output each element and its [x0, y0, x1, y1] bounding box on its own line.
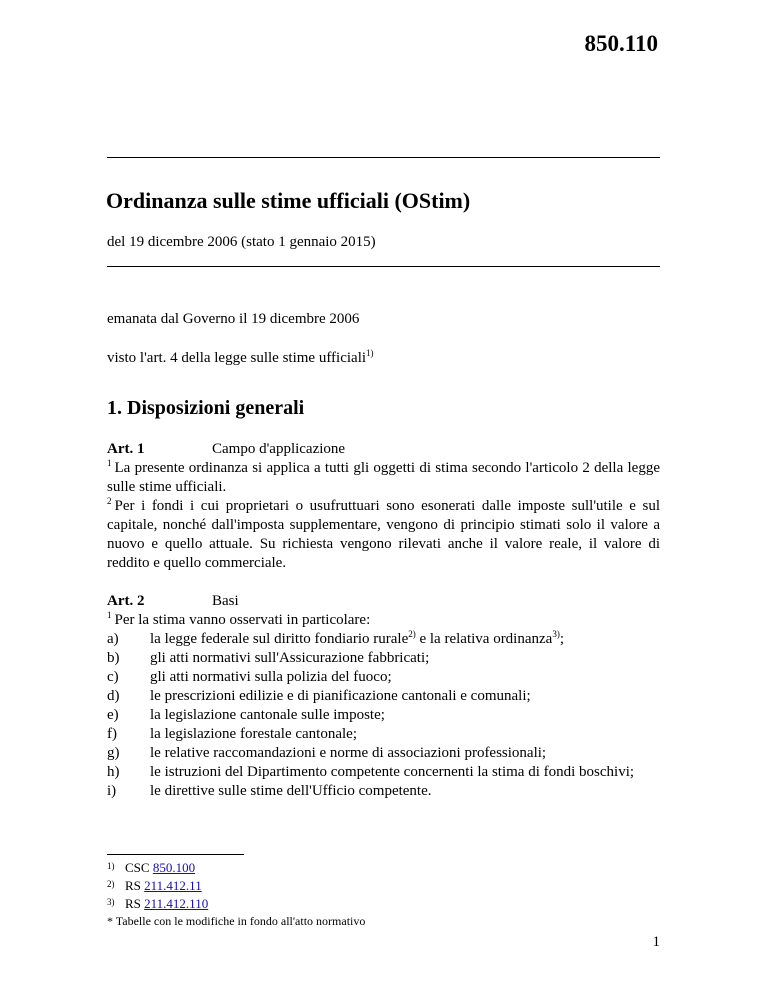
list-item: [107, 744, 660, 763]
paragraph-text: La presente ordinanza si applica a tutti gli oggetti di stima secondo l'articolo 2 della legge sulle stime ufficiali.: [107, 460, 660, 495]
list-item-text: le prescrizioni edilizie e di pianificazione cantonali e comunali;: [150, 688, 531, 704]
list-item-text: gli atti normativi sull'Assicurazione fabbricati;: [150, 650, 430, 666]
list-item: [107, 649, 660, 668]
article-1-title: Campo d'applicazione: [212, 441, 346, 457]
list-item-text-part: ;: [559, 631, 564, 647]
article-2-paragraph-1: [107, 611, 660, 630]
list-item-text: la legislazione forestale cantonale;: [150, 726, 357, 742]
list-item-text: la legislazione cantonale sulle imposte;: [150, 707, 385, 723]
page-number: 1: [652, 934, 660, 950]
footnote-ref-1[interactable]: 1): [366, 348, 374, 358]
article-1-label: Art. 1: [107, 441, 145, 457]
list-item: [107, 725, 660, 744]
list-item-label: e): [107, 707, 119, 723]
article-2: [107, 592, 660, 801]
article-2-title: Basi: [212, 593, 239, 609]
footnote-prefix: RS: [125, 878, 141, 893]
list-item-label: h): [107, 764, 120, 780]
tables-note: * Tabelle con le modifiche in fondo all'atto normativo: [107, 914, 366, 928]
issued-by-line: emanata dal Governo il 19 dicembre 2006: [107, 311, 360, 327]
article-2-label: Art. 2: [107, 593, 145, 609]
article-1-paragraph-1: [107, 459, 660, 497]
article-1: [107, 440, 660, 573]
list-item-text: [150, 630, 660, 649]
footnote-divider: [107, 854, 244, 855]
footnote-number: 2): [107, 879, 115, 889]
list-item: [107, 706, 660, 725]
footnote-prefix: RS: [125, 896, 141, 911]
footnote-prefix: CSC: [125, 860, 150, 875]
list-item-text-part: la legge federale sul diritto fondiario rurale: [150, 631, 409, 647]
paragraph-number: 1: [107, 610, 112, 620]
legal-basis-text: visto l'art. 4 della legge sulle stime ufficiali: [107, 350, 367, 366]
footnote-link[interactable]: 211.412.11: [144, 878, 202, 893]
document-title: Ordinanza sulle stime ufficiali (OStim): [106, 188, 471, 213]
list-item-text: le direttive sulle stime dell'Ufficio competente.: [150, 783, 432, 799]
paragraph-number: 1: [107, 458, 112, 468]
sr-number: 850.110: [584, 31, 658, 56]
chapter-title: 1. Disposizioni generali: [107, 397, 305, 419]
list-item-label: a): [107, 631, 119, 647]
footnote-ref-3[interactable]: 3): [552, 629, 560, 639]
list-item: [107, 630, 660, 649]
document-date: del 19 dicembre 2006 (stato 1 gennaio 2015): [107, 234, 376, 250]
paragraph-text: Per la stima vanno osservati in particolare:: [114, 612, 371, 628]
list-item-text: le relative raccomandazioni e norme di associazioni professionali;: [150, 745, 547, 761]
list-item-label: g): [107, 745, 120, 761]
footnote-3: [107, 895, 208, 913]
list-item: [107, 782, 660, 801]
list-item: [107, 763, 660, 782]
footnote-number: 3): [107, 897, 115, 907]
legal-basis-line: [107, 350, 374, 367]
footnote-text: [125, 895, 208, 913]
list-item: [107, 668, 660, 687]
footnote-number: 1): [107, 861, 115, 871]
footnote-link[interactable]: 850.100: [152, 860, 196, 875]
title-divider: [107, 266, 660, 267]
footnote-text: [125, 877, 202, 895]
article-1-paragraph-2: [107, 497, 660, 573]
paragraph-number: 2: [107, 496, 112, 506]
list-item: [107, 687, 660, 706]
article-2-heading: [107, 592, 660, 611]
footnote-ref-2[interactable]: 2): [408, 629, 416, 639]
article-1-heading: [107, 440, 660, 459]
list-item-label: f): [107, 726, 117, 742]
bases-list: [107, 630, 660, 801]
list-item-label: c): [107, 669, 119, 685]
paragraph-text: Per i fondi i cui proprietari o usufruttuari sono esonerati dalle imposte sull'utile e sul capitale, nonché dall'imposta supplementare, vengono di principio stimati solo il valore a nuovo e quello attuale. Su richiesta vengono rilevati anche il valore reale, il valore di reddito e quello commerciale.: [107, 498, 660, 571]
list-item-label: b): [107, 650, 120, 666]
list-item-label: i): [107, 783, 117, 799]
list-item-label: d): [107, 688, 120, 704]
list-item-text: gli atti normativi sulla polizia del fuoco;: [150, 669, 392, 685]
top-divider: [107, 157, 660, 158]
list-item-text: le istruzioni del Dipartimento competente concernenti la stima di fondi boschivi;: [150, 764, 635, 780]
footnote-link[interactable]: 211.412.110: [144, 896, 209, 911]
list-item-text-part: e la relativa ordinanza: [415, 631, 553, 647]
footnotes: [107, 859, 208, 913]
footnote-text: [125, 859, 195, 877]
